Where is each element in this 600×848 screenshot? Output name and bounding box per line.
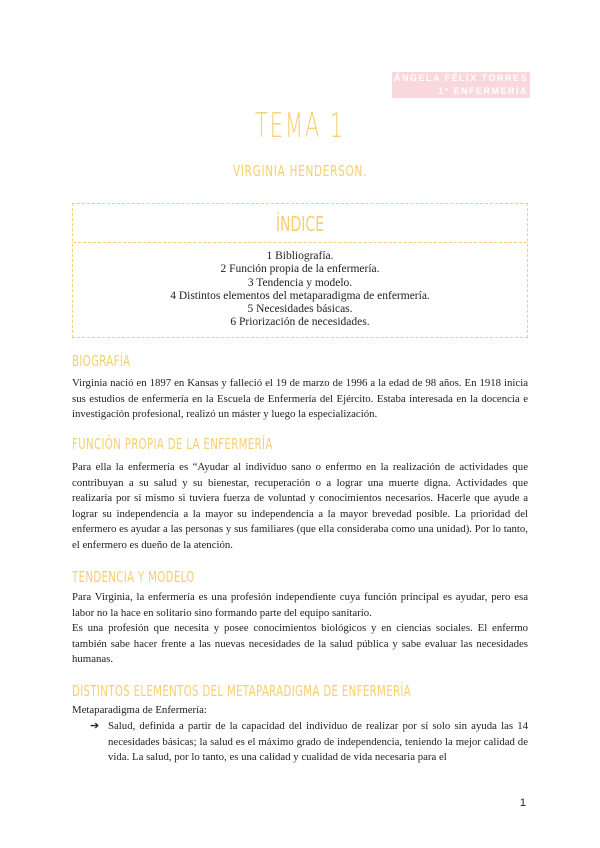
page-number: 1: [519, 797, 526, 809]
biografia-text: Virginia nació en 1897 en Kansas y falleció el 19 de marzo de 1996 a la edad de 98 años. En 1918 inicia sus estudios de enfermería en la Escuela de Enfermería del Ejército. Estaba interesada en la docencia e investigación profesional, realizó un máster y luego la especialización.: [72, 377, 528, 421]
author-name: ÁNGELA FÉLIX TORRES: [393, 73, 528, 83]
index-heading: ÍNDICE: [275, 212, 325, 236]
index-item: 1 Bibliografía.: [266, 250, 334, 262]
tendencia-text-2: Es una profesión que necesita y posee conocimientos biológicos y en ciencias sociales. El enfermo también sabe hacer frente a las nuevas necesidades de la salud pública y sabe evaluar las necesidades humanas.: [72, 622, 528, 666]
tendencia-text-1: Para Virginia, la enfermería es una profesión independiente cuya función principal es ayudar, pero esa labor no la hace en solitario sino formando parte del equipo sanitario.: [72, 591, 528, 619]
page-subtitle: VIRGINIA HENDERSON.: [232, 162, 368, 180]
index-box: [72, 203, 528, 338]
index-item: 3 Tendencia y modelo.: [247, 276, 353, 289]
section-heading-metaparadigma: DISTINTOS ELEMENTOS DEL METAPARADIGMA DE ENFERMERÍA: [72, 682, 412, 700]
index-item: 6 Priorización de necesidades.: [230, 316, 370, 329]
funcion-text: Para ella la enfermería es “Ayudar al individuo sano o enfermo en la realización de actividades que contribuyan a su salud y su bienestar, recuperación o a lograr una muerte digna. Actividades que realizaría por sí mismo si tuviera fuerza de voluntad y conocimientos necesarios. Hacerle que ayude a lograr su independencia a la mayor su independencia a la mayor brevedad posible. La prioridad del enfermero es ayudar a las personas y sus familiares (que ella consideraba como una unidad). Por lo tanto, el enfermero es dueño de la atención.: [72, 461, 528, 551]
author-tag: [392, 72, 530, 98]
bullet-text: Salud, definida a partir de la capacidad del individuo de realizar por sí solo sin ayuda las 14 necesidades básicas; la salud es el máximo grado de independencia, teniendo la mejor calidad de vida. La salud, por lo tanto, es una calidad y cualidad de vida necesaria para el: [108, 720, 528, 764]
index-item: 4 Distintos elementos del metaparadigma de enfermería.: [170, 289, 430, 302]
index-item: 2 Función propia de la enfermería.: [220, 263, 380, 276]
page-title: TEMA 1: [254, 106, 346, 146]
index-item: 5 Necesidades básicas.: [247, 303, 353, 316]
section-heading-biografia: BIOGRAFÍA: [72, 352, 131, 370]
index-list: [73, 250, 527, 330]
metaparadigma-intro: Metaparadigma de Enfermería:: [72, 704, 207, 716]
section-heading-tendencia: TENDENCIA Y MODELO: [72, 568, 195, 586]
arrow-right-icon: ➔: [90, 720, 100, 732]
index-divider: [73, 242, 527, 243]
section-heading-funcion: FUNCIÓN PROPIA DE LA ENFERMERÍA: [72, 435, 273, 453]
author-course: 1º ENFERMERÍA: [392, 85, 530, 98]
